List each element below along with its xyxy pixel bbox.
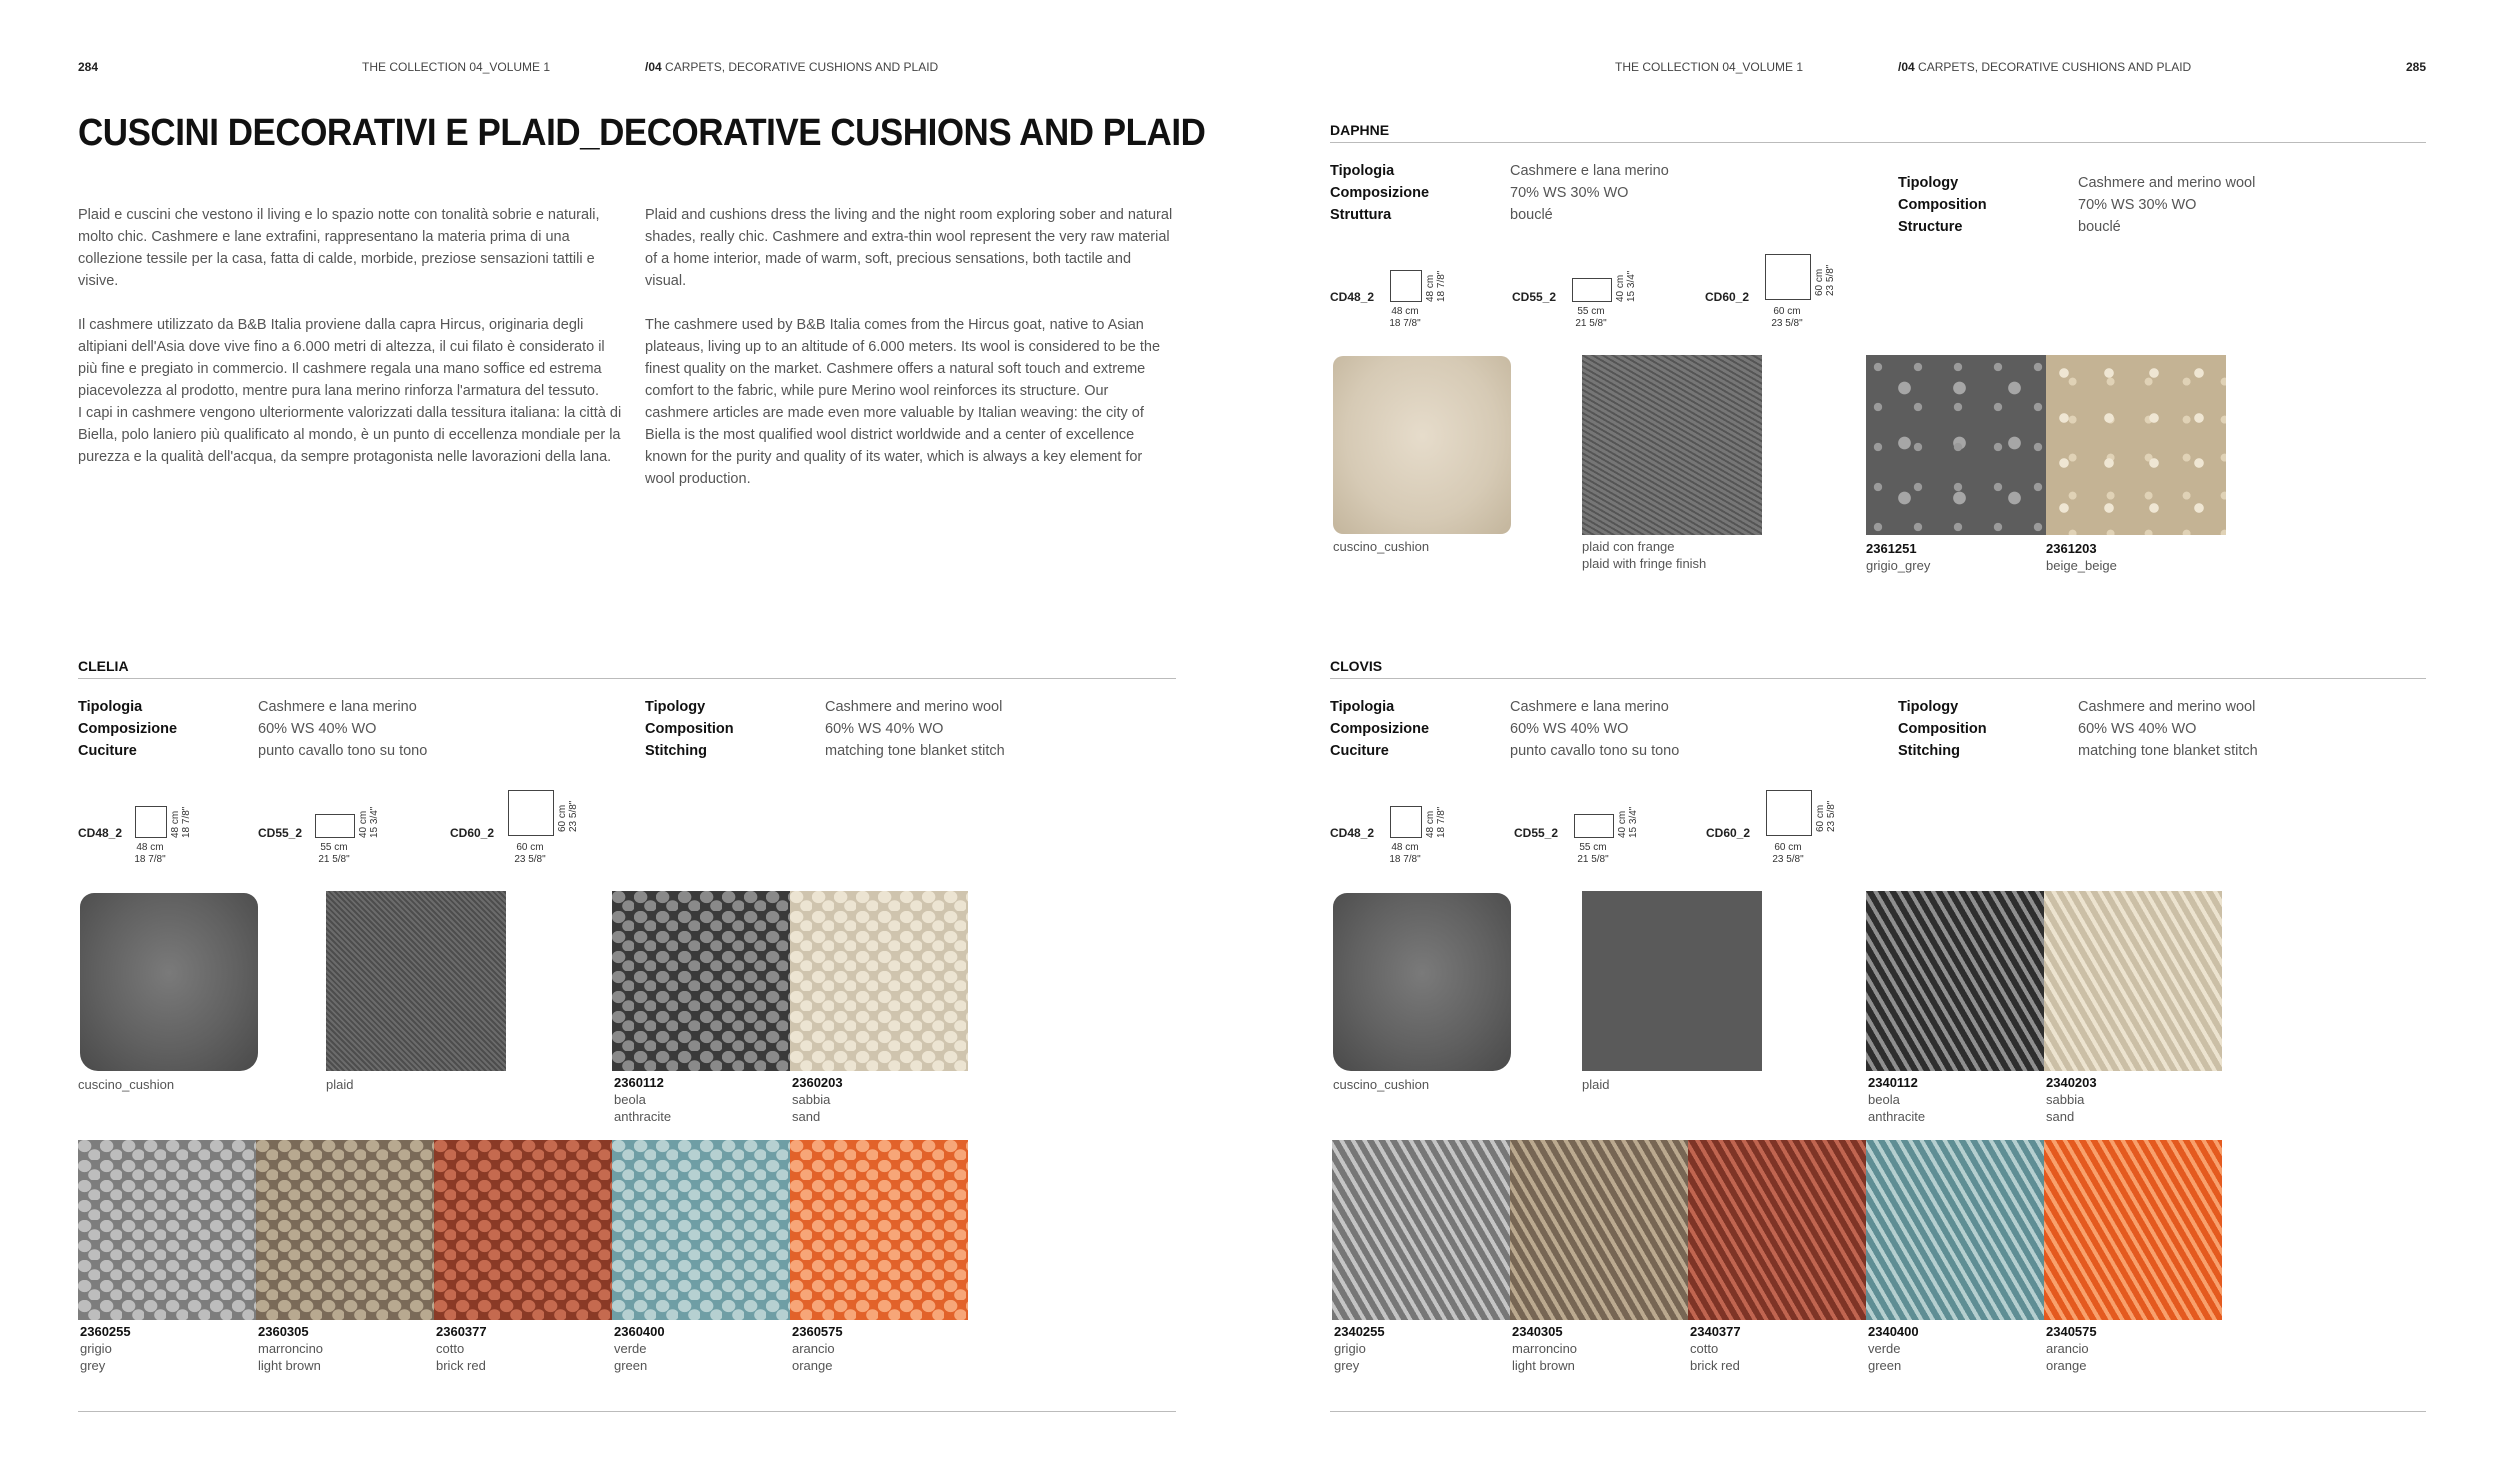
dim-height-in: 23 5/8" <box>1825 264 1836 296</box>
swatch-name-en: brick red <box>1690 1358 1740 1373</box>
dim-box <box>1574 814 1614 838</box>
dim-code: CD55_2 <box>1512 290 1557 304</box>
intro-it-p3: I capi in cashmere vengono ulteriormente valorizzati dalla tessitura italiana: la città di Biella, polo laniero più qualificato al mondo, è un punto di eccellenza mondiale per la purezza e la qualità dell'acqua, da sempre protagonista nelle lavorazioni della lana. <box>78 405 622 465</box>
swatch-name-en: brick red <box>436 1358 486 1373</box>
clovis-cushion-caption: cuscino_cushion <box>1333 1077 1430 1092</box>
daphne-rule <box>1330 142 2426 143</box>
swatch-name-it: cotto <box>1690 1341 1719 1356</box>
swatch-caption <box>1512 1323 1577 1374</box>
spec-label: Composition <box>645 721 734 737</box>
swatch-caption <box>2046 1074 2097 1125</box>
dim-height-in: 18 7/8" <box>1436 270 1447 302</box>
swatch-name-en: anthracite <box>614 1109 672 1124</box>
dim-box <box>1766 790 1812 836</box>
dim-code: CD60_2 <box>1706 826 1751 840</box>
clovis-title: CLOVIS <box>1330 658 1383 674</box>
left-bottom-rule <box>78 1411 1176 1412</box>
fabric-swatch <box>2044 1140 2222 1320</box>
daphne-title: DAPHNE <box>1330 122 1390 138</box>
dim-code: CD48_2 <box>1330 826 1375 840</box>
swatch-name-it: beola <box>614 1092 646 1107</box>
dim-height: 60 cm <box>557 804 568 832</box>
swatch-caption <box>792 1323 843 1374</box>
dim-width-in: 23 5/8" <box>514 854 546 865</box>
spec-value: matching tone blanket stitch <box>2078 743 2258 759</box>
spec-label: Tipologia <box>78 699 143 715</box>
fabric-swatch <box>1332 1140 1510 1320</box>
spec-label: Tipology <box>1898 175 1959 191</box>
clovis-rule <box>1330 678 2426 679</box>
spec-value: punto cavallo tono su tono <box>258 743 428 759</box>
fabric-swatch <box>1866 1140 2044 1320</box>
swatch-name-it: grigio <box>1334 1341 1366 1356</box>
spec-label: Tipologia <box>1330 699 1395 715</box>
intro-it-p1: Plaid e cuscini che vestono il living e lo spazio notte con tonalità sobrie e naturali, molto chic. Cashmere e lane extrafini, rappresentano la materia prima di una collezione tessile per la casa, fatta di calde, morbide, preziose sensazioni tattili e visive. <box>78 207 600 289</box>
spec-label: Tipology <box>1898 699 1959 715</box>
swatch-caption <box>1868 1323 1919 1374</box>
clelia-plaid-caption: plaid <box>326 1077 354 1092</box>
spec-value: Cashmere e lana merino <box>1510 699 1669 715</box>
right-bottom-rule <box>1330 1411 2426 1412</box>
dim-height: 60 cm <box>1815 804 1826 832</box>
dim-width-in: 23 5/8" <box>1771 318 1803 329</box>
clelia-plaid-image <box>326 891 506 1071</box>
dim-height: 48 cm <box>1425 810 1436 838</box>
swatch-caption <box>1334 1323 1385 1374</box>
dim-height-in: 15 3/4" <box>1626 270 1637 302</box>
swatch-name-en: anthracite <box>1868 1109 1926 1124</box>
fabric-swatch <box>256 1140 434 1320</box>
intro-it-p2: Il cashmere utilizzato da B&B Italia proviene dalla capra Hircus, originaria degli altipiani dell'Asia dove vive fino a 6.000 metri di altezza, il cui filato è considerato il più fine e pregiato in commercio. Il cashmere regala una mano soffice ed estrema piacevolezza al prodotto, mentre pura lana merino rinforza l'armatura del tessuto. <box>78 317 605 399</box>
caption-line: plaid con frange <box>1582 539 1675 554</box>
spec-label: Composition <box>1898 721 1987 737</box>
swatch-name-en: grey <box>80 1358 106 1373</box>
swatch-code: 2360377 <box>436 1324 487 1339</box>
dim-height-in: 18 7/8" <box>181 806 192 838</box>
spec-label: Structure <box>1898 219 1963 235</box>
fabric-swatch <box>434 1140 612 1320</box>
swatch-name-it: marroncino <box>258 1341 324 1356</box>
clelia-dim-cd48 <box>78 802 228 872</box>
daphne-swatch-caption <box>2046 540 2117 574</box>
swatch-caption <box>792 1074 843 1125</box>
dim-height-in: 15 3/4" <box>369 806 380 838</box>
spec-label: Composizione <box>1330 721 1430 737</box>
clelia-title: CLELIA <box>78 658 129 674</box>
clovis-plaid-image <box>1582 891 1762 1071</box>
clelia-cushion-caption: cuscino_cushion <box>78 1077 175 1092</box>
clovis-dim-cd48 <box>1330 802 1480 872</box>
intro-english <box>645 204 1175 512</box>
spec-value: 60% WS 40% WO <box>2078 721 2197 737</box>
fabric-swatch <box>790 1140 968 1320</box>
daphne-cushion-image <box>1333 356 1511 534</box>
dim-height-in: 18 7/8" <box>1436 806 1447 838</box>
swatch-code: 2340400 <box>1868 1324 1919 1339</box>
spec-label: Stitching <box>1898 743 1961 759</box>
swatch-name-it: cotto <box>436 1341 465 1356</box>
fabric-swatch <box>1866 891 2044 1071</box>
swatch-name: grigio_grey <box>1866 558 1931 573</box>
intro-italian <box>78 204 623 490</box>
swatch-caption <box>436 1323 487 1374</box>
swatch-name-it: marroncino <box>1512 1341 1578 1356</box>
dim-width-in: 21 5/8" <box>1575 318 1607 329</box>
spec-value: 70% WS 30% WO <box>1510 185 1629 201</box>
left-section-label: /04 CARPETS, DECORATIVE CUSHIONS AND PLAID <box>645 60 939 74</box>
daphne-cushion-caption: cuscino_cushion <box>1333 539 1430 554</box>
dim-box <box>135 806 167 838</box>
swatch-name-en: light brown <box>1512 1358 1575 1373</box>
dim-width: 60 cm <box>1774 842 1802 853</box>
clelia-dim-cd60 <box>450 790 600 872</box>
dim-box <box>1765 254 1811 300</box>
clelia-dim-cd55 <box>258 802 408 872</box>
caption-line: plaid with fringe finish <box>1582 556 1707 571</box>
clelia-cushion-image <box>80 893 258 1071</box>
daphne-plaid-caption <box>1582 538 1706 572</box>
swatch-name-it: arancio <box>2046 1341 2089 1356</box>
swatch-name-en: orange <box>2046 1358 2087 1373</box>
swatch-code: 2361203 <box>2046 541 2097 556</box>
spec-value: 60% WS 40% WO <box>258 721 377 737</box>
spec-value: bouclé <box>2078 219 2121 235</box>
swatch-caption <box>2046 1323 2097 1374</box>
swatch-code: 2340255 <box>1334 1324 1385 1339</box>
clelia-rule <box>78 678 1176 679</box>
fabric-swatch <box>78 1140 256 1320</box>
clovis-plaid-caption: plaid <box>1582 1077 1610 1092</box>
swatch-code: 2340575 <box>2046 1324 2097 1339</box>
swatch-code: 2340203 <box>2046 1075 2097 1090</box>
daphne-dim-cd48 <box>1330 266 1480 336</box>
spec-label: Tipology <box>645 699 706 715</box>
swatch-caption <box>614 1323 665 1374</box>
dim-width: 48 cm <box>136 842 164 853</box>
spec-label: Composizione <box>1330 185 1430 201</box>
spec-value: Cashmere and merino wool <box>2078 175 2256 191</box>
dim-width-in: 23 5/8" <box>1772 854 1804 865</box>
dim-width: 48 cm <box>1391 842 1419 853</box>
spec-label: Cuciture <box>78 743 137 759</box>
swatch-caption <box>1690 1323 1741 1374</box>
swatch-name-it: verde <box>614 1341 647 1356</box>
spec-value: punto cavallo tono su tono <box>1510 743 1680 759</box>
dim-box <box>1390 270 1422 302</box>
swatch-name-it: arancio <box>792 1341 835 1356</box>
fabric-swatch <box>1510 1140 1688 1320</box>
intro-en-p1: Plaid and cushions dress the living and the night room exploring sober and natural shades, really chic. Cashmere and extra-thin wool represent the very raw material of a home interior, made of warm, soft, precious sensations, both tactile and visual. <box>645 207 1173 289</box>
swatch-name-en: green <box>1868 1358 1902 1373</box>
dim-width-in: 18 7/8" <box>1389 854 1421 865</box>
right-page-number: 285 <box>2406 60 2427 74</box>
swatch-caption <box>1868 1074 1925 1125</box>
swatch-name: beige_beige <box>2046 558 2117 573</box>
dim-height: 48 cm <box>170 810 181 838</box>
spec-value: Cashmere and merino wool <box>825 699 1003 715</box>
spec-label: Composition <box>1898 197 1987 213</box>
spec-value: Cashmere e lana merino <box>258 699 417 715</box>
clovis-dim-cd55 <box>1514 802 1664 872</box>
swatch-name-en: sand <box>2046 1109 2075 1124</box>
dim-width: 55 cm <box>1577 306 1605 317</box>
swatch-name-it: sabbia <box>2046 1092 2085 1107</box>
spec-value: bouclé <box>1510 207 1553 223</box>
fabric-swatch <box>790 891 968 1071</box>
right-collection-label: THE COLLECTION 04_VOLUME 1 <box>1615 60 1804 74</box>
left-page-number: 284 <box>78 60 99 74</box>
swatch-code: 2361251 <box>1866 541 1917 556</box>
dim-box <box>315 814 355 838</box>
dim-box <box>1390 806 1422 838</box>
dim-code: CD48_2 <box>78 826 123 840</box>
swatch-caption <box>80 1323 131 1374</box>
swatch-name-en: sand <box>792 1109 821 1124</box>
dim-width-in: 21 5/8" <box>318 854 350 865</box>
swatch-code: 2360305 <box>258 1324 309 1339</box>
dim-box <box>1572 278 1612 302</box>
spec-value: 60% WS 40% WO <box>825 721 944 737</box>
swatch-name-it: beola <box>1868 1092 1900 1107</box>
dim-width-in: 18 7/8" <box>1389 318 1421 329</box>
swatch-code: 2340112 <box>1868 1075 1918 1090</box>
dim-height: 40 cm <box>1615 274 1626 302</box>
daphne-swatch-caption <box>1866 540 1930 574</box>
fabric-swatch <box>2044 891 2222 1071</box>
swatch-code: 2360255 <box>80 1324 131 1339</box>
dim-height-in: 23 5/8" <box>568 800 579 832</box>
dim-height: 48 cm <box>1425 274 1436 302</box>
spec-label: Cuciture <box>1330 743 1389 759</box>
left-collection-label: THE COLLECTION 04_VOLUME 1 <box>362 60 551 74</box>
spec-value: matching tone blanket stitch <box>825 743 1005 759</box>
dim-width: 60 cm <box>1773 306 1801 317</box>
swatch-name-en: orange <box>792 1358 833 1373</box>
spec-value: Cashmere e lana merino <box>1510 163 1669 179</box>
spec-label: Composizione <box>78 721 178 737</box>
right-section-label: /04 CARPETS, DECORATIVE CUSHIONS AND PLAID <box>1898 60 2192 74</box>
daphne-plaid-image <box>1582 355 1762 535</box>
swatch-code: 2360112 <box>614 1075 664 1090</box>
swatch-code: 2360400 <box>614 1324 665 1339</box>
dim-code: CD55_2 <box>1514 826 1559 840</box>
dim-height-in: 15 3/4" <box>1628 806 1639 838</box>
spec-value: Cashmere and merino wool <box>2078 699 2256 715</box>
dim-width: 60 cm <box>516 842 544 853</box>
swatch-code: 2360575 <box>792 1324 843 1339</box>
dim-width-in: 18 7/8" <box>134 854 166 865</box>
spec-label: Struttura <box>1330 207 1392 223</box>
dim-width: 55 cm <box>1579 842 1607 853</box>
dim-code: CD48_2 <box>1330 290 1375 304</box>
dim-width-in: 21 5/8" <box>1577 854 1609 865</box>
swatch-name-it: verde <box>1868 1341 1901 1356</box>
fabric-swatch <box>612 1140 790 1320</box>
swatch-caption <box>614 1074 671 1125</box>
clovis-dim-cd60 <box>1706 790 1856 872</box>
swatch-code: 2360203 <box>792 1075 843 1090</box>
swatch-name-en: green <box>614 1358 648 1373</box>
spec-value: 60% WS 40% WO <box>1510 721 1629 737</box>
swatch-name-it: sabbia <box>792 1092 831 1107</box>
spec-label: Stitching <box>645 743 708 759</box>
daphne-dim-cd55 <box>1512 266 1662 336</box>
dim-height: 40 cm <box>1617 810 1628 838</box>
swatch-code: 2340305 <box>1512 1324 1563 1339</box>
swatch-caption <box>258 1323 323 1374</box>
clovis-cushion-image <box>1333 893 1511 1071</box>
dim-width: 55 cm <box>320 842 348 853</box>
dim-code: CD60_2 <box>1705 290 1750 304</box>
fabric-swatch <box>612 891 790 1071</box>
swatch-name-en: light brown <box>258 1358 321 1373</box>
daphne-dim-cd60 <box>1705 254 1855 336</box>
daphne-swatch-grey <box>1866 355 2046 535</box>
dim-height: 60 cm <box>1814 268 1825 296</box>
fabric-swatch <box>1688 1140 1866 1320</box>
spec-value: 70% WS 30% WO <box>2078 197 2197 213</box>
dim-code: CD60_2 <box>450 826 495 840</box>
dim-box <box>508 790 554 836</box>
swatch-name-en: grey <box>1334 1358 1360 1373</box>
swatch-code: 2340377 <box>1690 1324 1741 1339</box>
dim-height-in: 23 5/8" <box>1826 800 1837 832</box>
dim-height: 40 cm <box>358 810 369 838</box>
dim-code: CD55_2 <box>258 826 303 840</box>
page-title: CUSCINI DECORATIVI E PLAID_DECORATIVE CUSHIONS AND PLAID <box>78 112 1206 154</box>
intro-en-p2: The cashmere used by B&B Italia comes from the Hircus goat, native to Asian plateaus, living up to an altitude of 6.000 meters. Its wool is considered to be the finest quality on the market. Cashmere offers a natural soft touch and extreme comfort to the fabric, while pure Merino wool reinforces its structure. Our cashmere articles are made even more valuable by Italian weaving: the city of Biella is the most qualified wool district worldwide and a center of excellence known for the purity and quality of its water, which is always a key element for wool production. <box>645 317 1161 487</box>
dim-width: 48 cm <box>1391 306 1419 317</box>
daphne-swatch-beige <box>2046 355 2226 535</box>
swatch-name-it: grigio <box>80 1341 112 1356</box>
spec-label: Tipologia <box>1330 163 1395 179</box>
